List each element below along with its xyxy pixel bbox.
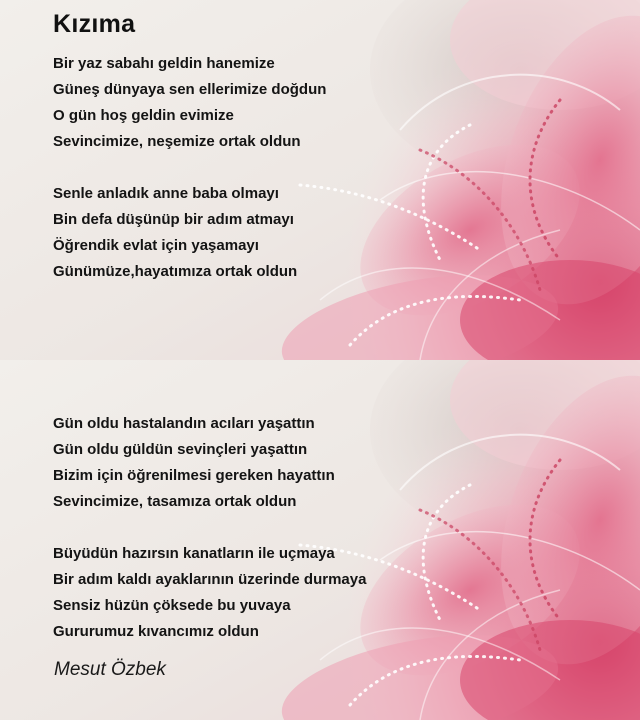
poem-line: Sevincimize, tasamıza ortak oldun [53,493,297,510]
stanza-2 [53,181,297,285]
poem-line: Sevincimize, neşemize ortak oldun [53,133,301,150]
stanza-4 [53,541,366,645]
poem-line: Bir adım kaldı ayaklarının üzerinde durmaya [53,571,367,588]
poem-line: Bin defa düşünüp bir adım atmayı [53,211,294,228]
poem-line: Gururumuz kıvancımız oldun [53,623,259,640]
poem-line: O gün hoş geldin evimize [53,107,234,124]
poem-line: Büyüdün hazırsın kanatların ile uçmaya [53,545,335,562]
poem-title: Kızıma [53,10,136,38]
poem-line: Güneş dünyaya sen ellerimize doğdun [53,81,327,98]
poem-line: Senle anladık anne baba olmayı [53,185,279,202]
poem-author: Mesut Özbek [54,659,166,680]
stanza-3 [53,411,335,515]
poem-panel-bottom [0,360,640,720]
stanza-1 [53,51,326,155]
poem-line: Bir yaz sabahı geldin hanemize [53,55,275,72]
poem-line: Gün oldu hastalandın acıları yaşattın [53,415,315,432]
poem-line: Gün oldu güldün sevinçleri yaşattın [53,441,308,458]
poem-line: Günümüze,hayatımıza ortak oldun [53,263,298,280]
poem-line: Öğrendik evlat için yaşamayı [53,237,259,254]
poem-line: Sensiz hüzün çöksede bu yuvaya [53,597,291,614]
poem-line: Bizim için öğrenilmesi gereken hayattın [53,467,335,484]
